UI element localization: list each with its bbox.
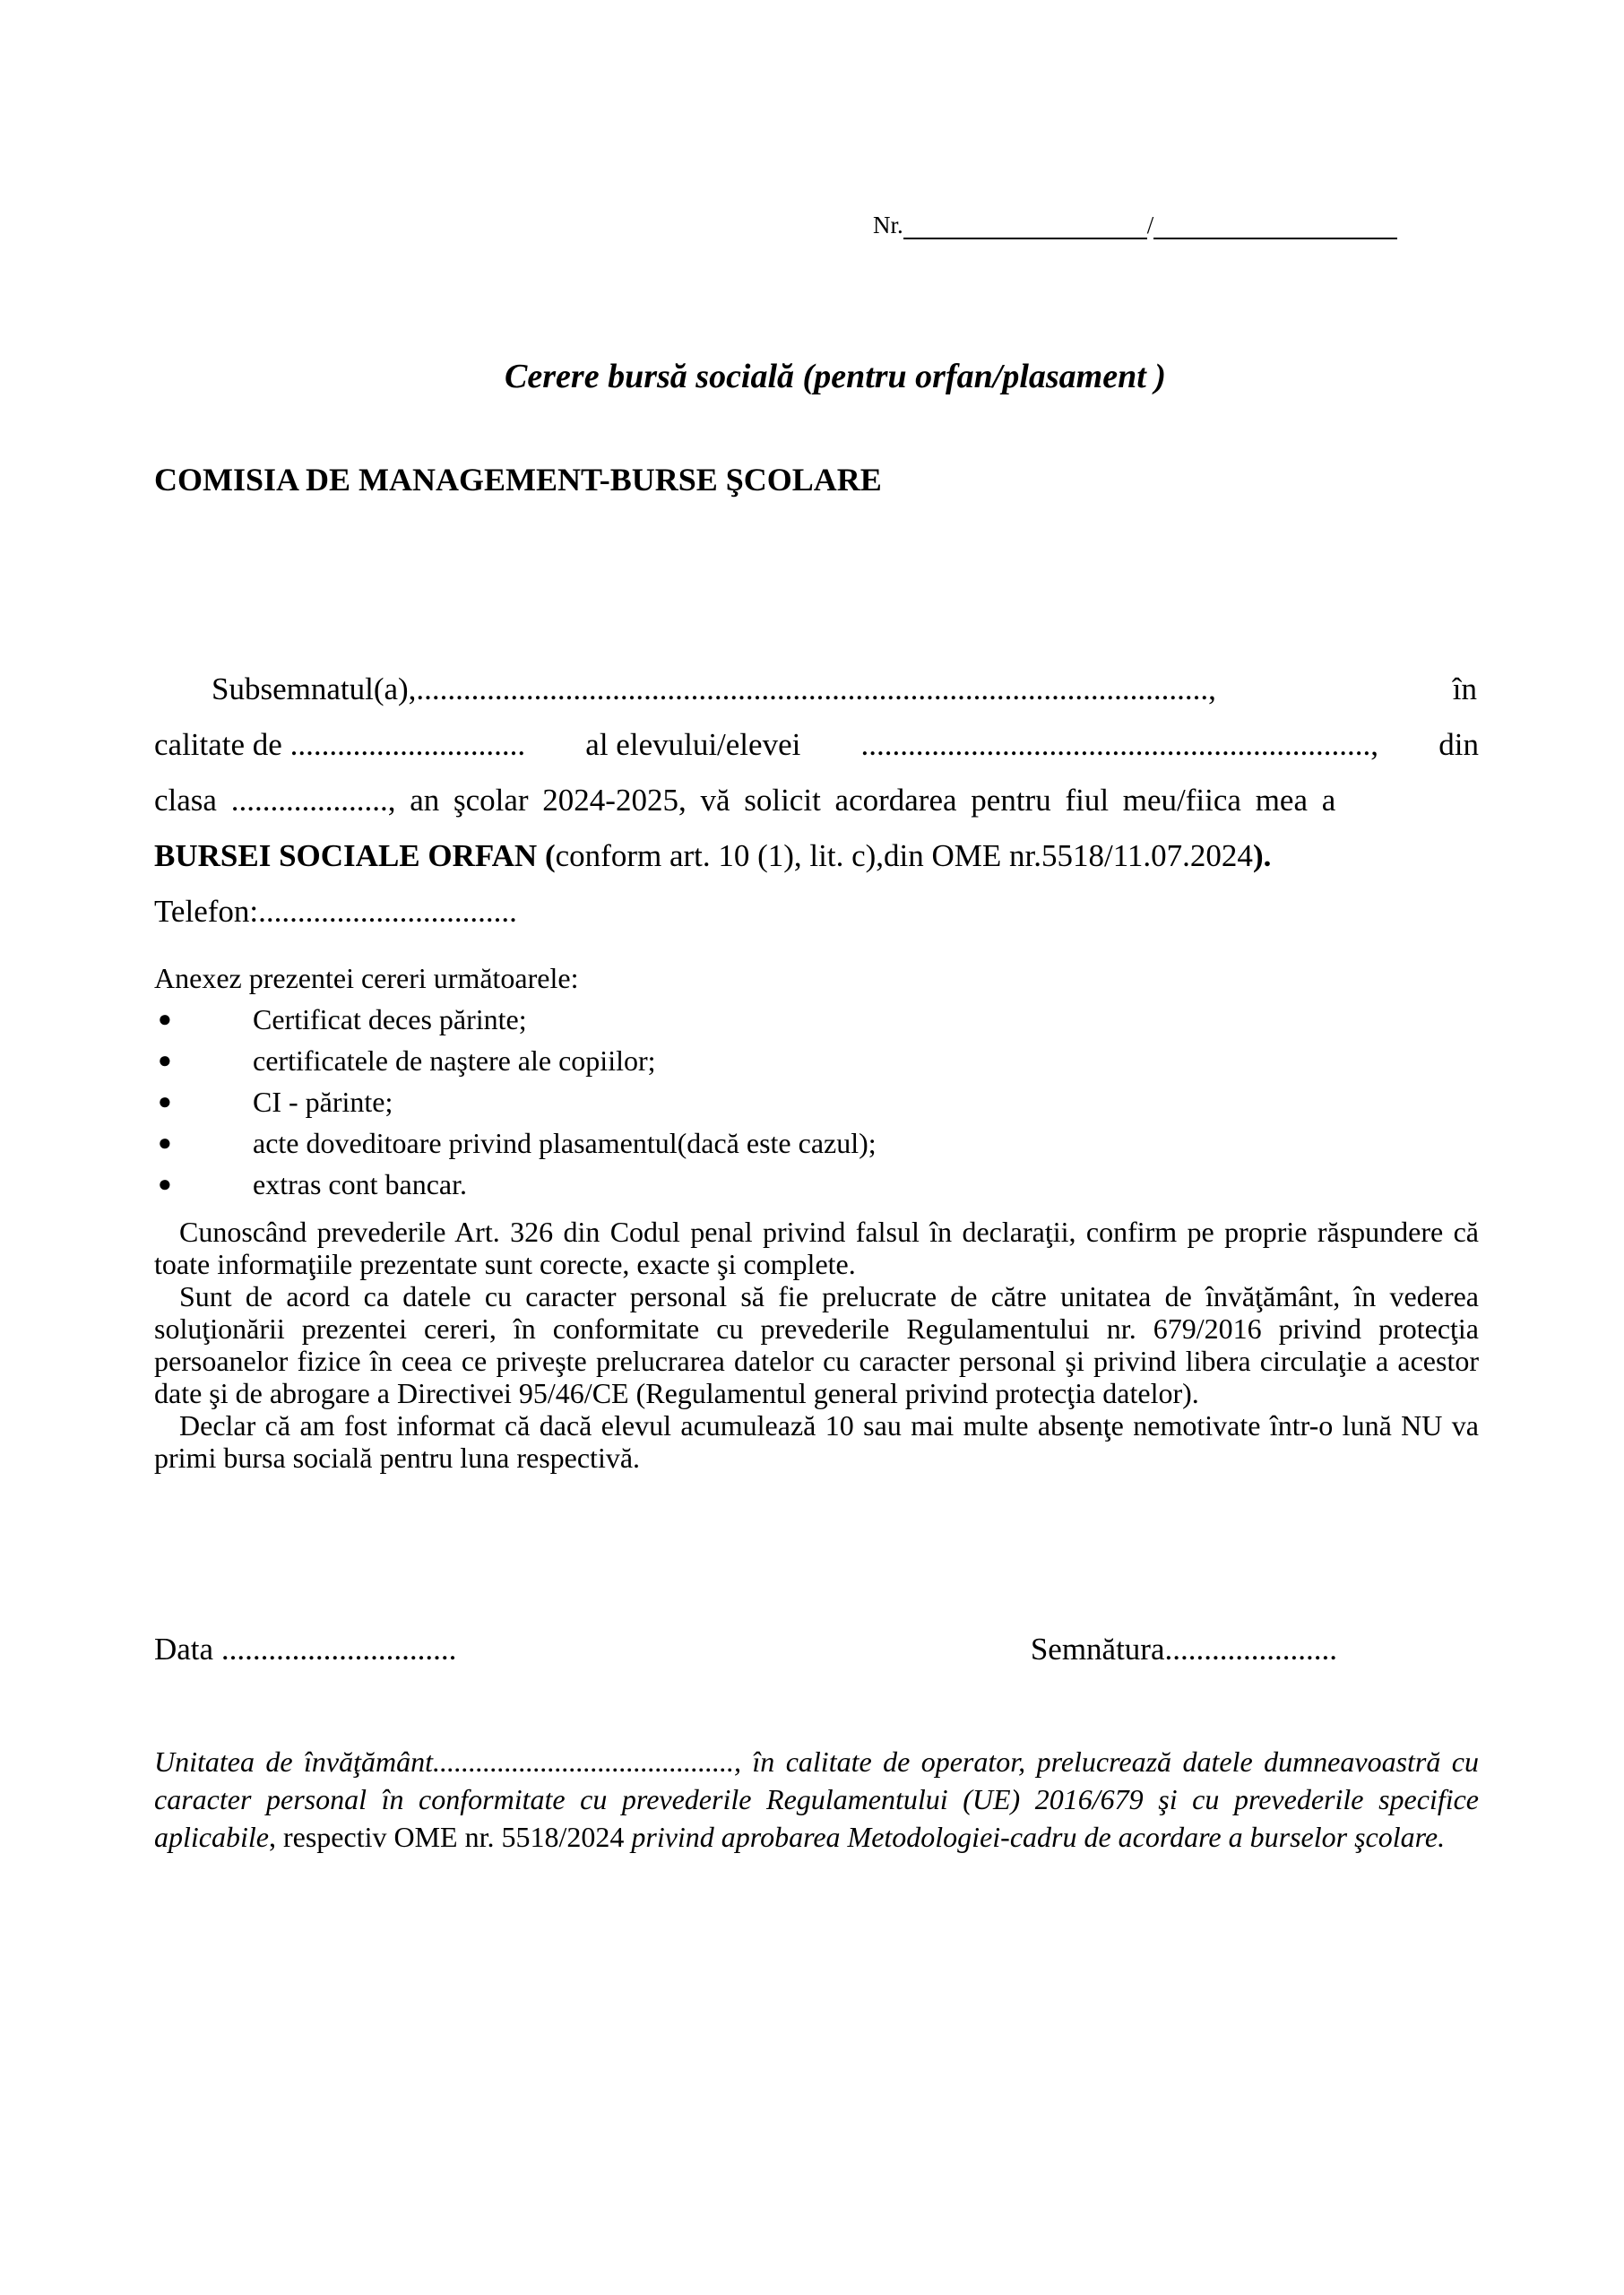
- bullet-icon: ●: [158, 1171, 172, 1197]
- list-item-text: certificatele de naştere ale copiilor;: [253, 1044, 656, 1077]
- form-line-1-end: în: [1452, 671, 1477, 706]
- signature-field: Semnătura......................: [1030, 1632, 1337, 1667]
- list-item: [154, 1040, 877, 1081]
- list-item-text: acte doveditoare privind plasamentul(dacă este cazul);: [253, 1127, 877, 1159]
- document-title: Cerere bursă socială (pentru orfan/plasament ): [505, 358, 1166, 395]
- list-item-text: extras cont bancar.: [253, 1168, 467, 1200]
- form-line-2-end: din: [1438, 727, 1479, 762]
- legal-reference-close: ).: [1252, 838, 1272, 873]
- data-protection-notice: [154, 1743, 1479, 1856]
- declaration-absences: Declar că am fost informat că dacă elevul acumulează 10 sau mai multe absenţe nemotivate într-o lună NU va primi bursa socială pentru luna respectivă.: [154, 1409, 1479, 1474]
- signature-row: [154, 1632, 1337, 1667]
- scholarship-type: BURSEI SOCIALE ORFAN (: [154, 838, 556, 873]
- bullet-icon: ●: [158, 1130, 172, 1156]
- form-line-2-c: .................................................................,: [860, 727, 1379, 762]
- list-item-text: CI - părinte;: [253, 1086, 393, 1118]
- nr-separator: /: [1146, 212, 1154, 238]
- annex-intro: Anexez prezentei cereri următoarele:: [154, 962, 579, 994]
- notice-regular: , respectiv OME nr. 5518/2024: [268, 1821, 632, 1853]
- notice-italic-1: Unitatea de învăţământ.........................................., în calitate de operator, prelucrează datele dumneavoastră cu caracter personal în conformitate cu prevederile Regulamentului (UE) 2016/679 şi cu prevederile specifice aplicabile: [154, 1745, 1479, 1853]
- form-line-4: [154, 828, 1479, 884]
- phone-line: Telefon:.................................: [154, 894, 517, 929]
- nr-label: Nr.: [873, 212, 903, 238]
- nr-blank-2: [1153, 214, 1397, 239]
- addressee: COMISIA DE MANAGEMENT-BURSE ŞCOLARE: [154, 462, 882, 498]
- form-line-2: [154, 717, 1479, 773]
- form-line-2-a: calitate de ..............................: [154, 727, 526, 762]
- list-item: [154, 1081, 877, 1122]
- form-line-1: [154, 662, 1479, 717]
- date-field: Data ..............................: [154, 1632, 457, 1667]
- annex-list: [154, 999, 877, 1205]
- declaration-gdpr: Sunt de acord ca datele cu caracter personal să fie prelucrate de către unitatea de învăţământ, în vederea soluţionării prezentei cereri, în conformitate cu prevederile Regulamentului nr. 679/2016 privind protecţia persoanelor fizice în ceea ce priveşte prelucrarea datelor cu caracter personal şi privind libera circulaţie a acestor date şi de abrogare a Directivei 95/46/CE (Regulamentul general privind protecţia datelor).: [154, 1280, 1479, 1409]
- declaration-penal: Cunoscând prevederile Art. 326 din Codul penal privind falsul în declaraţii, confirm pe propriе răspundere că toate informaţiile prezentate sunt corecte, exacte şi complete.: [154, 1216, 1480, 1280]
- nr-blank-1: [903, 214, 1147, 239]
- registration-number: [873, 212, 1397, 239]
- request-form: [154, 662, 1479, 940]
- form-line-3-text: clasa ...................., an şcolar 2024-2025, vă solicit acordarea pentru fiul meu/fiica mea a: [154, 783, 1336, 818]
- bullet-icon: ●: [158, 1047, 172, 1073]
- legal-reference: conform art. 10 (1), lit. c),din OME nr.5518/11.07.2024: [555, 838, 1253, 873]
- declarations: [154, 1216, 1479, 1474]
- list-item: [154, 1164, 877, 1205]
- bullet-icon: ●: [158, 1006, 172, 1032]
- annex-section: [154, 957, 877, 1205]
- list-item: [154, 999, 877, 1040]
- notice-italic-2: privind aprobarea Metodologiei-cadru de acordare a burselor şcolare.: [631, 1821, 1446, 1853]
- bullet-icon: ●: [158, 1088, 172, 1114]
- form-line-1-text: Subsemnatul(a),.....................................................................................................,: [212, 671, 1216, 706]
- list-item: [154, 1122, 877, 1164]
- form-line-2-b: al elevului/elevei: [585, 727, 801, 762]
- form-line-3: [154, 773, 1479, 828]
- list-item-text: Certificat deces părinte;: [253, 1003, 527, 1035]
